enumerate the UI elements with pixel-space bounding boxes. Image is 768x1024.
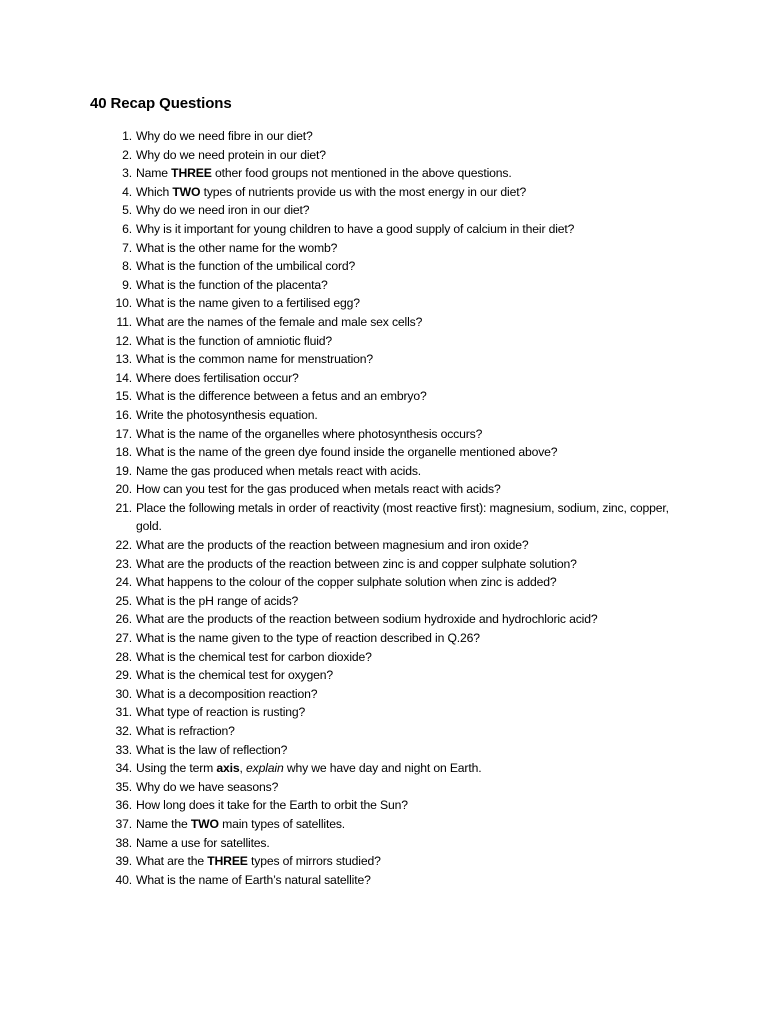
question-number: 25. bbox=[115, 593, 132, 608]
question-text bbox=[136, 387, 688, 406]
question-text bbox=[136, 852, 688, 871]
question-text bbox=[136, 183, 688, 202]
question-item bbox=[108, 666, 688, 685]
question-number: 2. bbox=[122, 147, 132, 162]
question-text-segment: What is the name of the organelles where photosynthesis occurs? bbox=[136, 426, 483, 441]
question-text bbox=[136, 666, 688, 685]
question-text-segment: Name bbox=[136, 166, 172, 181]
question-text-segment: other food groups not mentioned in the above questions. bbox=[211, 166, 512, 181]
question-item bbox=[108, 183, 688, 202]
question-item bbox=[108, 406, 688, 425]
question-text bbox=[136, 332, 688, 351]
question-item bbox=[108, 276, 688, 295]
question-text-segment: Why do we need iron in our diet? bbox=[136, 203, 310, 218]
question-text bbox=[136, 257, 688, 276]
emphasis-italic: explain bbox=[246, 761, 284, 776]
question-item bbox=[108, 201, 688, 220]
question-text bbox=[136, 313, 688, 332]
question-text-segment: Which bbox=[136, 184, 173, 199]
question-number: 5. bbox=[122, 203, 132, 218]
question-text-segment: What are the names of the female and male sex cells? bbox=[136, 314, 423, 329]
question-text-segment: types of nutrients provide us with the most energy in our diet? bbox=[200, 184, 527, 199]
question-number: 39. bbox=[115, 854, 132, 869]
question-number: 6. bbox=[122, 221, 132, 236]
emphasis-bold: THREE bbox=[171, 166, 212, 181]
question-number: 34. bbox=[115, 761, 132, 776]
question-text-segment: main types of satellites. bbox=[218, 816, 346, 831]
question-number: 30. bbox=[115, 686, 132, 701]
question-text-segment: What are the products of the reaction between zinc is and copper sulphate solution? bbox=[136, 556, 577, 571]
question-text bbox=[136, 573, 688, 592]
question-text-segment: What are the products of the reaction between magnesium and iron oxide? bbox=[136, 538, 529, 553]
question-text-segment: Write the photosynthesis equation. bbox=[136, 407, 318, 422]
question-text-segment: What happens to the colour of the copper sulphate solution when zinc is added? bbox=[136, 575, 557, 590]
question-text-segment: What is the function of the placenta? bbox=[136, 277, 328, 292]
question-item bbox=[108, 759, 688, 778]
question-text bbox=[136, 276, 688, 295]
question-number: 23. bbox=[115, 556, 132, 571]
question-text bbox=[136, 480, 688, 499]
question-text bbox=[136, 648, 688, 667]
question-item bbox=[108, 592, 688, 611]
question-text-segment: What is the common name for menstruation? bbox=[136, 352, 374, 367]
question-number: 40. bbox=[115, 872, 132, 887]
question-text-segment: Name the gas produced when metals react with acids. bbox=[136, 463, 421, 478]
question-text bbox=[136, 629, 688, 648]
question-number: 4. bbox=[122, 184, 132, 199]
question-number: 15. bbox=[115, 389, 132, 404]
document-title: 40 Recap Questions bbox=[90, 95, 232, 112]
question-text bbox=[136, 406, 688, 425]
question-number: 8. bbox=[122, 259, 132, 274]
question-number: 10. bbox=[115, 296, 132, 311]
question-number: 18. bbox=[115, 445, 132, 460]
question-number: 22. bbox=[115, 538, 132, 553]
question-list bbox=[108, 127, 688, 889]
question-item bbox=[108, 834, 688, 853]
question-number: 26. bbox=[115, 612, 132, 627]
question-text-segment: What is the name given to a fertilised egg? bbox=[136, 296, 360, 311]
question-text bbox=[136, 164, 688, 183]
question-item bbox=[108, 127, 688, 146]
question-item bbox=[108, 350, 688, 369]
question-text bbox=[136, 220, 688, 239]
question-text-segment: What is the function of the umbilical cord? bbox=[136, 259, 356, 274]
question-number: 13. bbox=[115, 352, 132, 367]
question-number: 33. bbox=[115, 742, 132, 757]
question-text-segment: Why is it important for young children to have a good supply of calcium in their diet? bbox=[136, 221, 575, 236]
question-number: 32. bbox=[115, 724, 132, 738]
question-item bbox=[108, 610, 688, 629]
emphasis-bold: TWO bbox=[190, 816, 219, 831]
question-item bbox=[108, 425, 688, 444]
question-text-segment: types of mirrors studied? bbox=[247, 854, 381, 869]
question-number: 21. bbox=[115, 500, 132, 515]
question-item bbox=[108, 722, 688, 741]
question-text-segment: Why do we have seasons? bbox=[136, 779, 279, 794]
question-text bbox=[136, 759, 688, 778]
question-text bbox=[136, 796, 688, 815]
question-item bbox=[108, 555, 688, 574]
question-text bbox=[136, 834, 688, 853]
question-text bbox=[136, 741, 688, 760]
question-text bbox=[136, 146, 688, 165]
question-item bbox=[108, 648, 688, 667]
question-number: 11. bbox=[116, 314, 132, 329]
question-text-segment: What is the chemical test for carbon dioxide? bbox=[136, 649, 372, 664]
question-item bbox=[108, 220, 688, 239]
question-number: 31. bbox=[115, 705, 132, 720]
question-item bbox=[108, 164, 688, 183]
question-item bbox=[108, 480, 688, 499]
question-text-segment: Why do we need protein in our diet? bbox=[136, 147, 326, 162]
question-item bbox=[108, 332, 688, 351]
question-item bbox=[108, 387, 688, 406]
question-number: 1. bbox=[122, 129, 132, 143]
question-text bbox=[136, 871, 688, 890]
emphasis-bold: axis bbox=[216, 761, 240, 776]
question-item bbox=[108, 703, 688, 722]
question-number: 17. bbox=[115, 426, 132, 441]
question-text-segment: What is the name of the green dye found inside the organelle mentioned above? bbox=[136, 445, 558, 460]
question-item bbox=[108, 778, 688, 797]
question-text-segment: Place the following metals in order of reactivity (most reactive first): magnesium, sodium, zinc, copper, gold. bbox=[136, 500, 669, 534]
question-text bbox=[136, 462, 688, 481]
question-text bbox=[136, 201, 688, 220]
question-number: 35. bbox=[115, 779, 132, 794]
question-text bbox=[136, 369, 688, 388]
question-item bbox=[108, 443, 688, 462]
question-item bbox=[108, 573, 688, 592]
question-text-segment: What is the law of reflection? bbox=[136, 742, 288, 757]
question-text-segment: What is a decomposition reaction? bbox=[136, 686, 318, 701]
question-item bbox=[108, 257, 688, 276]
question-item bbox=[108, 685, 688, 704]
question-text bbox=[136, 592, 688, 611]
question-item bbox=[108, 536, 688, 555]
question-number: 37. bbox=[115, 816, 132, 831]
question-text-segment: , bbox=[239, 761, 246, 776]
question-text-segment: How long does it take for the Earth to orbit the Sun? bbox=[136, 798, 408, 813]
emphasis-bold: TWO bbox=[172, 184, 201, 199]
question-item bbox=[108, 313, 688, 332]
question-number: 38. bbox=[115, 835, 132, 850]
question-text bbox=[136, 722, 688, 741]
question-number: 7. bbox=[122, 240, 132, 255]
question-text-segment: Name a use for satellites. bbox=[136, 835, 270, 850]
question-text-segment: What is the name given to the type of reaction described in Q.26? bbox=[136, 631, 480, 646]
question-text bbox=[136, 443, 688, 462]
question-text bbox=[136, 610, 688, 629]
question-item bbox=[108, 815, 688, 834]
question-text-segment: Using the term bbox=[136, 761, 217, 776]
question-text bbox=[136, 499, 688, 536]
question-number: 28. bbox=[115, 649, 132, 664]
question-item bbox=[108, 871, 688, 890]
question-number: 9. bbox=[122, 277, 132, 292]
question-text bbox=[136, 239, 688, 258]
question-text bbox=[136, 536, 688, 555]
question-text-segment: What type of reaction is rusting? bbox=[136, 705, 306, 720]
question-text-segment: Where does fertilisation occur? bbox=[136, 370, 299, 385]
question-text bbox=[136, 778, 688, 797]
question-text bbox=[136, 685, 688, 704]
question-text-segment: Why do we need fibre in our diet? bbox=[136, 129, 313, 143]
question-text bbox=[136, 294, 688, 313]
question-number: 3. bbox=[122, 166, 132, 181]
emphasis-bold: THREE bbox=[207, 854, 248, 869]
question-item bbox=[108, 741, 688, 760]
question-text bbox=[136, 815, 688, 834]
question-number: 14. bbox=[115, 370, 132, 385]
question-text bbox=[136, 703, 688, 722]
question-item bbox=[108, 852, 688, 871]
question-item bbox=[108, 462, 688, 481]
question-text-segment: What is refraction? bbox=[136, 724, 235, 738]
question-text-segment: What is the name of Earth’s natural satellite? bbox=[136, 872, 371, 887]
question-number: 12. bbox=[115, 333, 132, 348]
question-item bbox=[108, 369, 688, 388]
question-text bbox=[136, 350, 688, 369]
question-item bbox=[108, 294, 688, 313]
question-number: 24. bbox=[115, 575, 132, 590]
question-text-segment: What is the function of amniotic fluid? bbox=[136, 333, 333, 348]
question-number: 29. bbox=[115, 668, 132, 683]
question-item bbox=[108, 499, 688, 536]
question-text bbox=[136, 127, 688, 146]
question-number: 20. bbox=[115, 482, 132, 497]
question-text-segment: What is the pH range of acids? bbox=[136, 593, 299, 608]
question-text-segment: What are the products of the reaction between sodium hydroxide and hydrochloric acid? bbox=[136, 612, 598, 627]
question-item bbox=[108, 796, 688, 815]
question-number: 19. bbox=[115, 463, 132, 478]
question-text-segment: why we have day and night on Earth. bbox=[283, 761, 482, 776]
question-number: 36. bbox=[115, 798, 132, 813]
question-number: 16. bbox=[115, 407, 132, 422]
question-text bbox=[136, 425, 688, 444]
question-item bbox=[108, 629, 688, 648]
question-item bbox=[108, 239, 688, 258]
question-item bbox=[108, 146, 688, 165]
question-number: 27. bbox=[115, 631, 132, 646]
question-text-segment: What are the bbox=[136, 854, 208, 869]
question-text bbox=[136, 555, 688, 574]
question-text-segment: How can you test for the gas produced when metals react with acids? bbox=[136, 482, 501, 497]
question-text-segment: What is the chemical test for oxygen? bbox=[136, 668, 333, 683]
question-text-segment: What is the difference between a fetus and an embryo? bbox=[136, 389, 427, 404]
question-text-segment: What is the other name for the womb? bbox=[136, 240, 338, 255]
question-text-segment: Name the bbox=[136, 816, 191, 831]
